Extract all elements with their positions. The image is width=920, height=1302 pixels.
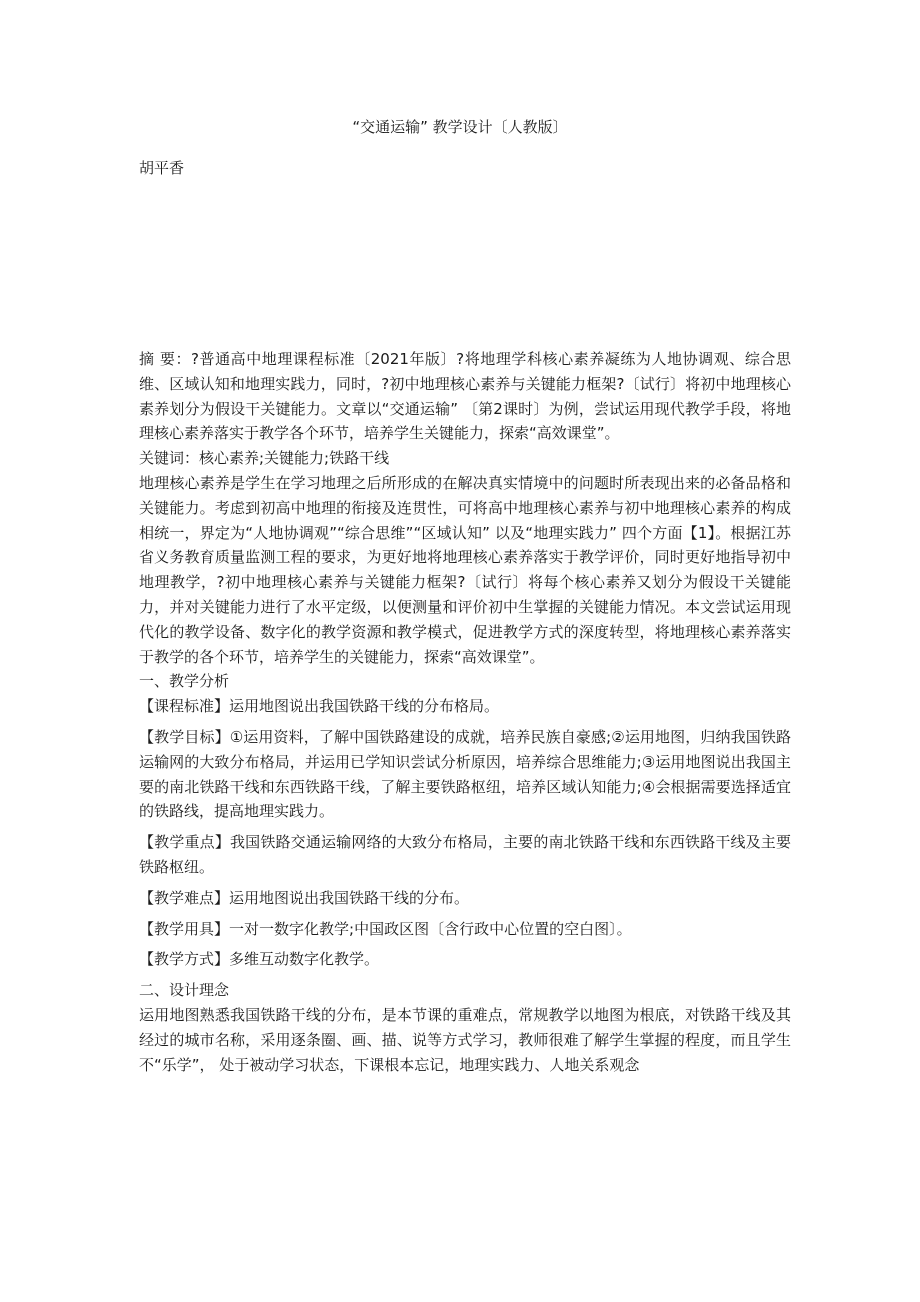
item-tag: 【教学方式】: [139, 950, 230, 969]
item-teaching-method: [139, 947, 791, 972]
abstract-paragraph: 摘 要：?普通高中地理课程标准〔2021年版〕?将地理学科核心素养凝练为人地协调观、综合思维、区域认知和地理实践力，同时，?初中地理核心素养与关键能力框架?〔试行〕将初中地理核心素养划分为假设干关键能力。文章以“交通运输” 〔第2课时〕为例，尝试运用现代教学手段，将地理核心素养落实于教学各个环节，培养学生关键能力，探索“高效课堂”。: [139, 350, 791, 443]
item-text: 多维互动数字化教学。: [229, 950, 380, 969]
item-curriculum-standard: [139, 694, 791, 719]
document-body: [139, 347, 791, 1077]
document-title: “交通运输” 教学设计〔人教版〕: [352, 118, 568, 136]
item-text: ①运用资料，了解中国铁路建设的成就，培养民族自豪感;②运用地图，归纳我国铁路运输网的大致分布格局，并运用已学知识尝试分析原因，培养综合思维能力;③运用地图说出我国主要的南北铁路干线和东西铁路干线，了解主要铁路枢纽，培养区域认知能力;④会根据需要选择适宜的铁路线，提高地理实践力。: [139, 727, 791, 821]
section-heading-teaching-analysis: 一、教学分析: [139, 672, 230, 691]
item-tag: 【教学难点】: [139, 888, 230, 907]
intro-paragraph: 地理核心素养是学生在学习地理之后所形成的在解决真实情境中的问题时所表现出来的必备品格和关键能力。考虑到初高中地理的衔接及连贯性，可将高中地理核心素养与初中地理核心素养的构成相统一，界定为“人地协调观”“综合思维”“区域认知” 以及“地理实践力” 四个方面【1】。根据江苏省义务教育质量监测工程的要求，为更好地将地理核心素养落实于教学评价，同时更好地指导初中地理教学，?初中地理核心素养与关键能力框架?〔试行〕将每个核心素养又划分为假设干关键能力，并对关键能力进行了水平定级，以便测量和评价初中生掌握的关键能力情况。本文尝试运用现代化的教学设备、数字化的教学资源和教学模式，促进教学方式的深度转型，将地理核心素养落实于教学的各个环节，培养学生的关键能力，探索“高效课堂”。: [139, 473, 791, 666]
item-tag: 【教学用具】: [139, 919, 230, 938]
author-name: 胡平香: [139, 159, 185, 177]
keywords-line: 关键词：核心素养;关键能力;铁路干线: [139, 449, 390, 468]
item-teaching-difficulty: [139, 886, 791, 911]
item-teaching-focus: [139, 830, 791, 880]
item-tag: 【教学目标】: [139, 727, 230, 746]
item-teaching-tools: [139, 917, 791, 942]
section-heading-design-concept: 二、设计理念: [139, 981, 230, 1000]
item-teaching-objectives: [139, 725, 791, 824]
item-text: 运用地图说出我国铁路干线的分布格局。: [229, 697, 500, 716]
item-tag: 【教学重点】: [139, 833, 230, 852]
design-concept-paragraph: 运用地图熟悉我国铁路干线的分布，是本节课的重难点，常规教学以地图为根底，对铁路干线及其经过的城市名称，采用逐条圈、画、描、说等方式学习，教师很难了解学生掌握的程度，而且学生不“乐学”， 处于被动学习状态，下课根本忘记，地理实践力、人地关系观念: [139, 1005, 791, 1074]
item-text: 我国铁路交通运输网络的大致分布格局，主要的南北铁路干线和东西铁路干线及主要铁路枢纽。: [139, 833, 791, 876]
item-text: 运用地图说出我国铁路干线的分布。: [229, 888, 470, 907]
item-text: 一对一数字化教学;中国政区图〔含行政中心位置的空白图〕。: [229, 919, 632, 938]
item-tag: 【课程标准】: [139, 697, 230, 716]
